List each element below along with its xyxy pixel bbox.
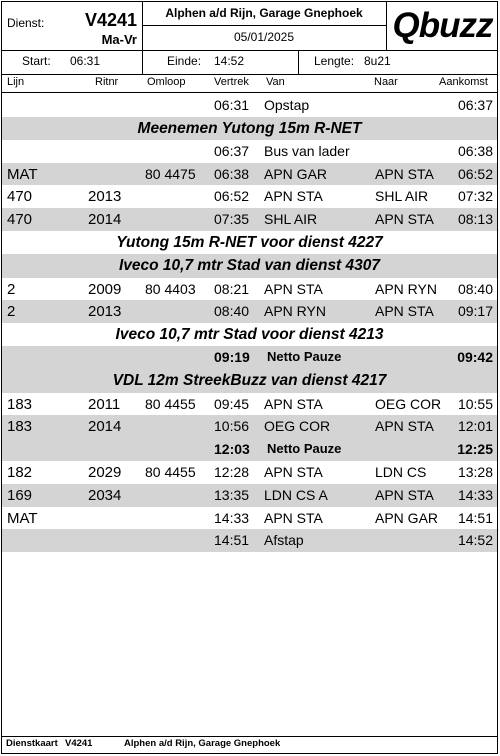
qbuzz-logo: Qbuzz — [392, 6, 493, 45]
lengte-label: Lengte: — [314, 54, 355, 68]
col-aankomst: Aankomst — [439, 76, 488, 88]
cell-naar: APN STA — [375, 165, 434, 182]
cell-ritnr: 2014 — [88, 418, 122, 436]
col-van: Van — [266, 76, 285, 88]
vehicle-section-heading: VDL 12m StreekBuzz van dienst 4217 — [2, 369, 497, 392]
trip-row — [2, 507, 497, 530]
col-lijn: Lijn — [7, 76, 25, 88]
footer-divider — [2, 736, 497, 737]
cell-naar: APN STA — [375, 418, 434, 435]
cell-lijn: 183 — [7, 418, 33, 436]
trip-row — [2, 300, 497, 323]
vehicle-section-heading: Iveco 10,7 mtr Stad voor dienst 4213 — [115, 325, 384, 343]
vehicle-section-heading: Meenemen Yutong 15m R-NET — [2, 117, 497, 140]
cell-vertrek: 13:35 — [214, 486, 250, 503]
dienst-number: V4241 — [84, 10, 137, 30]
pause-label: Netto Pauze — [267, 349, 342, 365]
trip-row — [2, 393, 497, 416]
column-header — [2, 74, 497, 93]
header-top — [2, 2, 497, 51]
cell-vertrek: 10:56 — [214, 418, 250, 435]
cell-van: APN STA — [264, 464, 323, 481]
lengte-value: 8u21 — [364, 54, 391, 68]
pause-start: 12:03 — [214, 441, 250, 458]
cell-lijn: 182 — [7, 464, 33, 482]
cell-naar: SHL AIR — [375, 188, 429, 205]
pause-end: 12:25 — [457, 441, 493, 458]
cell-aankomst: 12:01 — [457, 418, 493, 435]
cell-vertrek: 07:35 — [214, 211, 250, 228]
cell-naar: APN STA — [375, 211, 434, 228]
cell-aankomst: 08:40 — [457, 280, 493, 297]
cell-ritnr: 2013 — [88, 303, 122, 321]
location-name: Alphen a/d Rijn, Garage Gnephoek — [142, 2, 386, 26]
cell-aankomst: 06:52 — [457, 165, 493, 182]
pause-row — [2, 438, 497, 461]
einde-value: 14:52 — [214, 54, 245, 68]
divider — [298, 50, 299, 74]
trip-row — [2, 163, 497, 186]
cell-vertrek: 06:52 — [214, 188, 250, 205]
cell-aankomst: 06:38 — [457, 143, 493, 160]
cell-aankomst: 10:55 — [457, 395, 493, 412]
cell-vertrek: 08:21 — [214, 280, 250, 297]
cell-aankomst: 14:52 — [457, 532, 493, 549]
cell-van: APN GAR — [264, 165, 328, 182]
pause-start: 09:19 — [214, 349, 250, 366]
col-omloop: Omloop — [147, 76, 186, 88]
cell-naar: APN STA — [375, 486, 434, 503]
cell-van: APN STA — [264, 280, 323, 297]
cell-naar: APN GAR — [375, 509, 439, 526]
col-ritnr: Ritnr — [95, 76, 119, 88]
cell-lijn: MAT — [7, 509, 38, 527]
pause-row — [2, 346, 497, 369]
start-label: Start: — [22, 54, 51, 68]
trip-row — [2, 94, 497, 117]
cell-vertrek: 14:33 — [214, 509, 250, 526]
cell-lijn: 470 — [7, 188, 33, 206]
cell-van: SHL AIR — [264, 211, 318, 228]
cell-naar: LDN CS — [375, 464, 427, 481]
cell-aankomst: 06:37 — [457, 97, 493, 113]
trip-row — [2, 461, 497, 484]
cell-lijn: 2 — [7, 280, 16, 298]
trip-list — [2, 94, 497, 552]
location-box — [142, 2, 387, 50]
footer-dienst: V4241 — [65, 738, 93, 749]
dienstkaart-sheet — [1, 1, 498, 754]
trip-row — [2, 529, 497, 552]
cell-aankomst: 08:13 — [457, 211, 493, 228]
cell-van: OEG COR — [264, 418, 331, 435]
col-naar: Naar — [374, 76, 398, 88]
cell-aankomst: 14:51 — [457, 509, 493, 526]
dienst-label: Dienst: — [7, 16, 45, 30]
vehicle-section-heading: Iveco 10,7 mtr Stad van dienst 4307 — [2, 254, 497, 277]
cell-lijn: 169 — [7, 486, 33, 504]
cell-van: Afstap — [264, 532, 304, 549]
cell-lijn: MAT — [7, 165, 38, 183]
cell-aankomst: 09:17 — [457, 303, 493, 320]
cell-naar: APN STA — [375, 303, 434, 320]
cell-ritnr: 2014 — [88, 211, 122, 229]
cell-aankomst: 07:32 — [457, 188, 493, 205]
cell-ritnr: 2011 — [88, 395, 121, 413]
start-value: 06:31 — [70, 54, 101, 68]
cell-lijn: 183 — [7, 395, 33, 413]
cell-vertrek: 06:38 — [214, 165, 250, 182]
cell-ritnr: 2034 — [88, 486, 122, 504]
trip-row — [2, 140, 497, 163]
times-bar — [2, 50, 497, 75]
cell-omloop: 80 4403 — [145, 280, 196, 297]
cell-vertrek: 08:40 — [214, 303, 250, 320]
cell-naar: OEG COR — [375, 395, 442, 412]
cell-omloop: 80 4455 — [145, 464, 196, 481]
service-date: 05/01/2025 — [233, 30, 295, 44]
dienst-box — [2, 2, 143, 50]
divider — [142, 50, 143, 74]
pause-end: 09:42 — [457, 349, 493, 366]
cell-ritnr: 2009 — [88, 280, 122, 298]
cell-ritnr: 2029 — [88, 464, 122, 482]
cell-van: Opstap — [264, 97, 310, 113]
cell-vertrek: 09:45 — [214, 395, 250, 412]
cell-aankomst: 13:28 — [457, 464, 493, 481]
trip-row — [2, 484, 497, 507]
cell-vertrek: 06:31 — [214, 97, 250, 113]
cell-vertrek: 14:51 — [214, 532, 250, 549]
cell-lijn: 470 — [7, 211, 33, 229]
cell-van: APN STA — [264, 395, 323, 412]
trip-row — [2, 208, 497, 231]
trip-row — [2, 415, 497, 438]
cell-lijn: 2 — [7, 303, 16, 321]
einde-label: Einde: — [167, 54, 202, 68]
footer-doc: Dienstkaart — [6, 738, 58, 749]
footer-location: Alphen a/d Rijn, Garage Gnephoek — [124, 738, 281, 749]
cell-vertrek: 12:28 — [214, 464, 250, 481]
trip-row — [2, 185, 497, 208]
cell-van: Bus van lader — [264, 143, 350, 160]
trip-row — [2, 278, 497, 301]
cell-van: APN STA — [264, 509, 323, 526]
col-vertrek: Vertrek — [214, 76, 249, 88]
cell-ritnr: 2013 — [88, 188, 122, 206]
pause-label: Netto Pauze — [267, 441, 342, 457]
cell-van: APN RYN — [264, 303, 326, 320]
cell-van: LDN CS A — [264, 486, 328, 503]
cell-vertrek: 06:37 — [214, 143, 250, 160]
cell-omloop: 80 4475 — [145, 165, 196, 182]
cell-van: APN STA — [264, 188, 323, 205]
vehicle-section-heading: Yutong 15m R-NET voor dienst 4227 — [116, 233, 383, 251]
dienst-days: Ma-Vr — [101, 32, 137, 47]
cell-aankomst: 14:33 — [457, 486, 493, 503]
cell-naar: APN RYN — [375, 280, 437, 297]
cell-omloop: 80 4455 — [145, 395, 196, 412]
